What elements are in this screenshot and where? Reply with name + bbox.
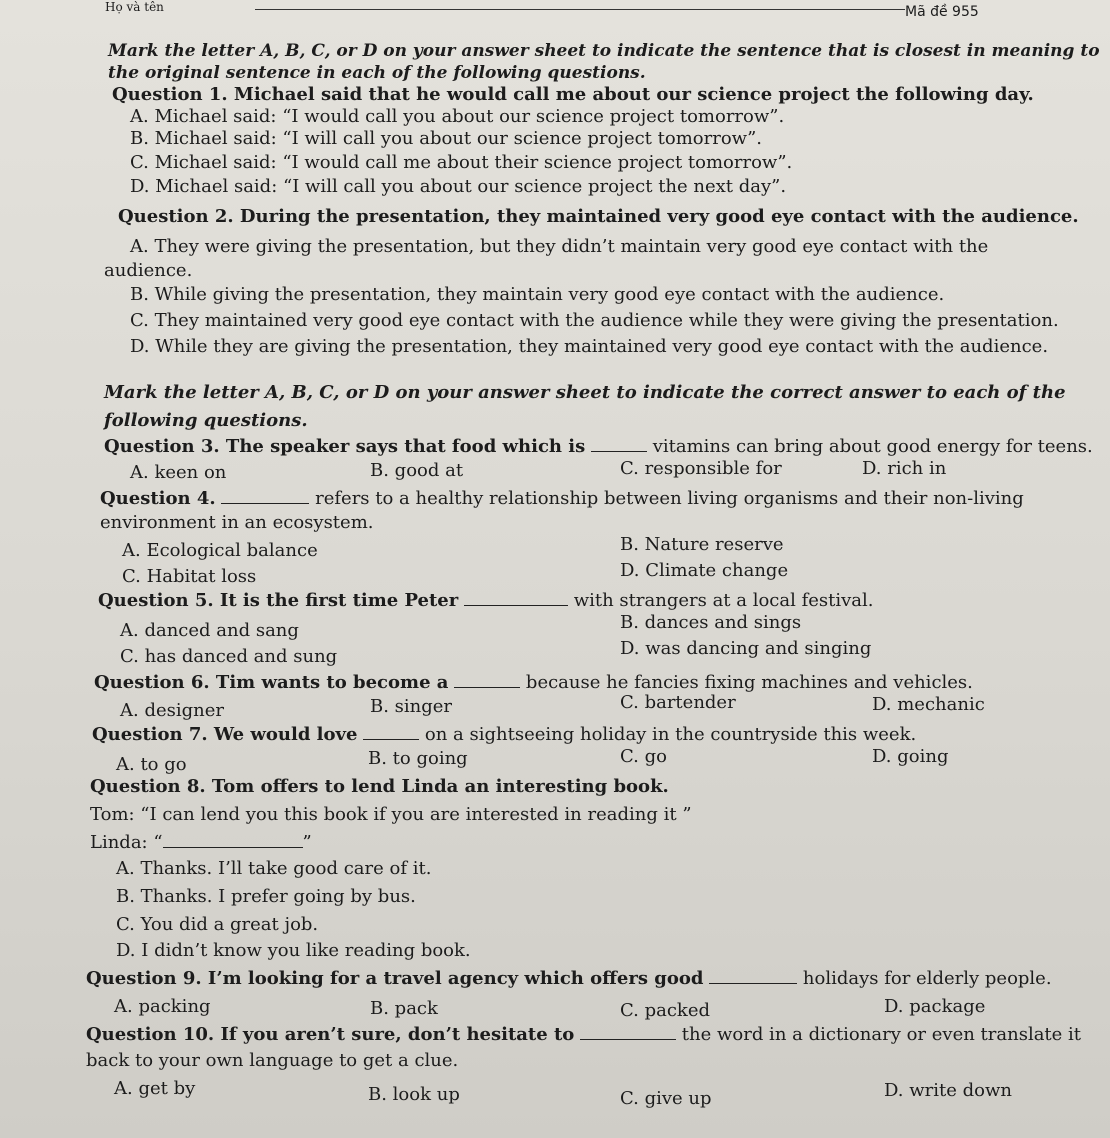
question-2-stem: Question 2. During the presentation, they maintained very good eye contact with the audience. (118, 206, 1079, 227)
question-8-option-b: B. Thanks. I prefer going by bus. (116, 886, 416, 907)
section1-instruction-line2: the original sentence in each of the following questions. (108, 63, 646, 83)
question-1-stem: Question 1. Michael said that he would call me about our science project the following day. (112, 84, 1034, 105)
question-1-option-a: A. Michael said: “I would call you about our science project tomorrow”. (130, 106, 785, 127)
question-7-stem: Question 7. We would love on a sightseeing holiday in the countryside this week. (92, 724, 917, 745)
question-4-stem-continued: environment in an ecosystem. (100, 512, 374, 533)
header-rule (255, 9, 905, 10)
answer-blank (363, 725, 419, 740)
question-3-option-b: B. good at (370, 460, 464, 481)
question-5-option-c: C. has danced and sung (120, 646, 338, 667)
question-8-option-c: C. You did a great job. (116, 914, 319, 935)
answer-blank (580, 1025, 676, 1040)
question-4-option-a: A. Ecological balance (122, 540, 318, 561)
question-6-option-b: B. singer (370, 696, 453, 717)
question-4-option-b: B. Nature reserve (620, 534, 784, 555)
question-7-option-d: D. going (872, 746, 949, 767)
section2-instruction-line2: following questions. (104, 410, 308, 431)
question-8-option-d: D. I didn’t know you like reading book. (116, 940, 471, 961)
question-3-option-c: C. responsible for (620, 458, 782, 479)
question-4-stem: Question 4. refers to a healthy relationship between living organisms and their non-living (100, 488, 1024, 509)
question-2-option-a: A. They were giving the presentation, but they didn’t maintain very good eye contact with the (130, 236, 989, 257)
answer-blank (454, 673, 520, 688)
question-8-dialogue-tom: Tom: “I can lend you this book if you are interested in reading it ” (90, 804, 692, 825)
question-9-option-d: D. package (884, 996, 986, 1017)
question-7-option-c: C. go (620, 746, 667, 767)
question-8-option-a: A. Thanks. I’ll take good care of it. (116, 858, 432, 879)
question-1-option-d: D. Michael said: “I will call you about our science project the next day”. (130, 176, 787, 197)
question-2-option-c: C. They maintained very good eye contact with the audience while they were giving the presentation. (130, 310, 1059, 331)
question-4-option-d: D. Climate change (620, 560, 789, 581)
question-7-option-b: B. to going (368, 748, 468, 769)
section1-instruction-line1: Mark the letter A, B, C, or D on your answer sheet to indicate the sentence that is closest in meaning to (108, 41, 1100, 61)
answer-blank (464, 591, 568, 606)
question-10-option-c: C. give up (620, 1088, 712, 1109)
answer-blank (163, 833, 303, 848)
question-10-option-b: B. look up (368, 1084, 460, 1105)
question-6-option-c: C. bartender (620, 692, 736, 713)
question-5-option-d: D. was dancing and singing (620, 638, 872, 659)
question-10-stem-continued: back to your own language to get a clue. (86, 1050, 459, 1071)
question-9-option-b: B. pack (370, 998, 438, 1019)
exam-code: Mã đề 955 (905, 4, 979, 20)
question-10-option-d: D. write down (884, 1080, 1012, 1101)
question-2-option-d: D. While they are giving the presentation, they maintained very good eye contact with the audience. (130, 336, 1049, 357)
question-6-stem: Question 6. Tim wants to become a because he fancies fixing machines and vehicles. (94, 672, 973, 693)
answer-blank (709, 969, 797, 984)
answer-blank (221, 489, 309, 504)
question-2-option-b: B. While giving the presentation, they maintain very good eye contact with the audience. (130, 284, 945, 305)
question-10-stem: Question 10. If you aren’t sure, don’t hesitate to the word in a dictionary or even translate it (86, 1024, 1082, 1045)
question-10-option-a: A. get by (114, 1078, 196, 1099)
question-8-stem: Question 8. Tom offers to lend Linda an interesting book. (90, 776, 669, 797)
question-1-option-b: B. Michael said: “I will call you about our science project tomorrow”. (130, 128, 762, 149)
question-6-option-d: D. mechanic (872, 694, 985, 715)
question-4-option-c: C. Habitat loss (122, 566, 257, 587)
question-7-option-a: A. to go (116, 754, 187, 775)
question-5-option-b: B. dances and sings (620, 612, 802, 633)
question-3-option-d: D. rich in (862, 458, 947, 479)
question-1-option-c: C. Michael said: “I would call me about their science project tomorrow”. (130, 152, 793, 173)
question-9-stem: Question 9. I’m looking for a travel agency which offers good holidays for elderly people. (86, 968, 1052, 989)
name-field-label: Họ và tên (105, 0, 164, 14)
question-8-dialogue-linda: Linda: “ ” (90, 832, 312, 853)
question-3-option-a: A. keen on (130, 462, 227, 483)
question-3-stem: Question 3. The speaker says that food which is vitamins can bring about good energy for teens. (104, 436, 1093, 457)
question-9-option-a: A. packing (114, 996, 211, 1017)
question-9-option-c: C. packed (620, 1000, 710, 1021)
question-6-option-a: A. designer (120, 700, 224, 721)
answer-blank (591, 437, 647, 452)
question-5-stem: Question 5. It is the first time Peter with strangers at a local festival. (98, 590, 874, 611)
question-5-option-a: A. danced and sang (120, 620, 299, 641)
section2-instruction-line1: Mark the letter A, B, C, or D on your answer sheet to indicate the correct answer to each of the (104, 382, 1066, 403)
question-2-option-a-continued: audience. (104, 260, 193, 281)
